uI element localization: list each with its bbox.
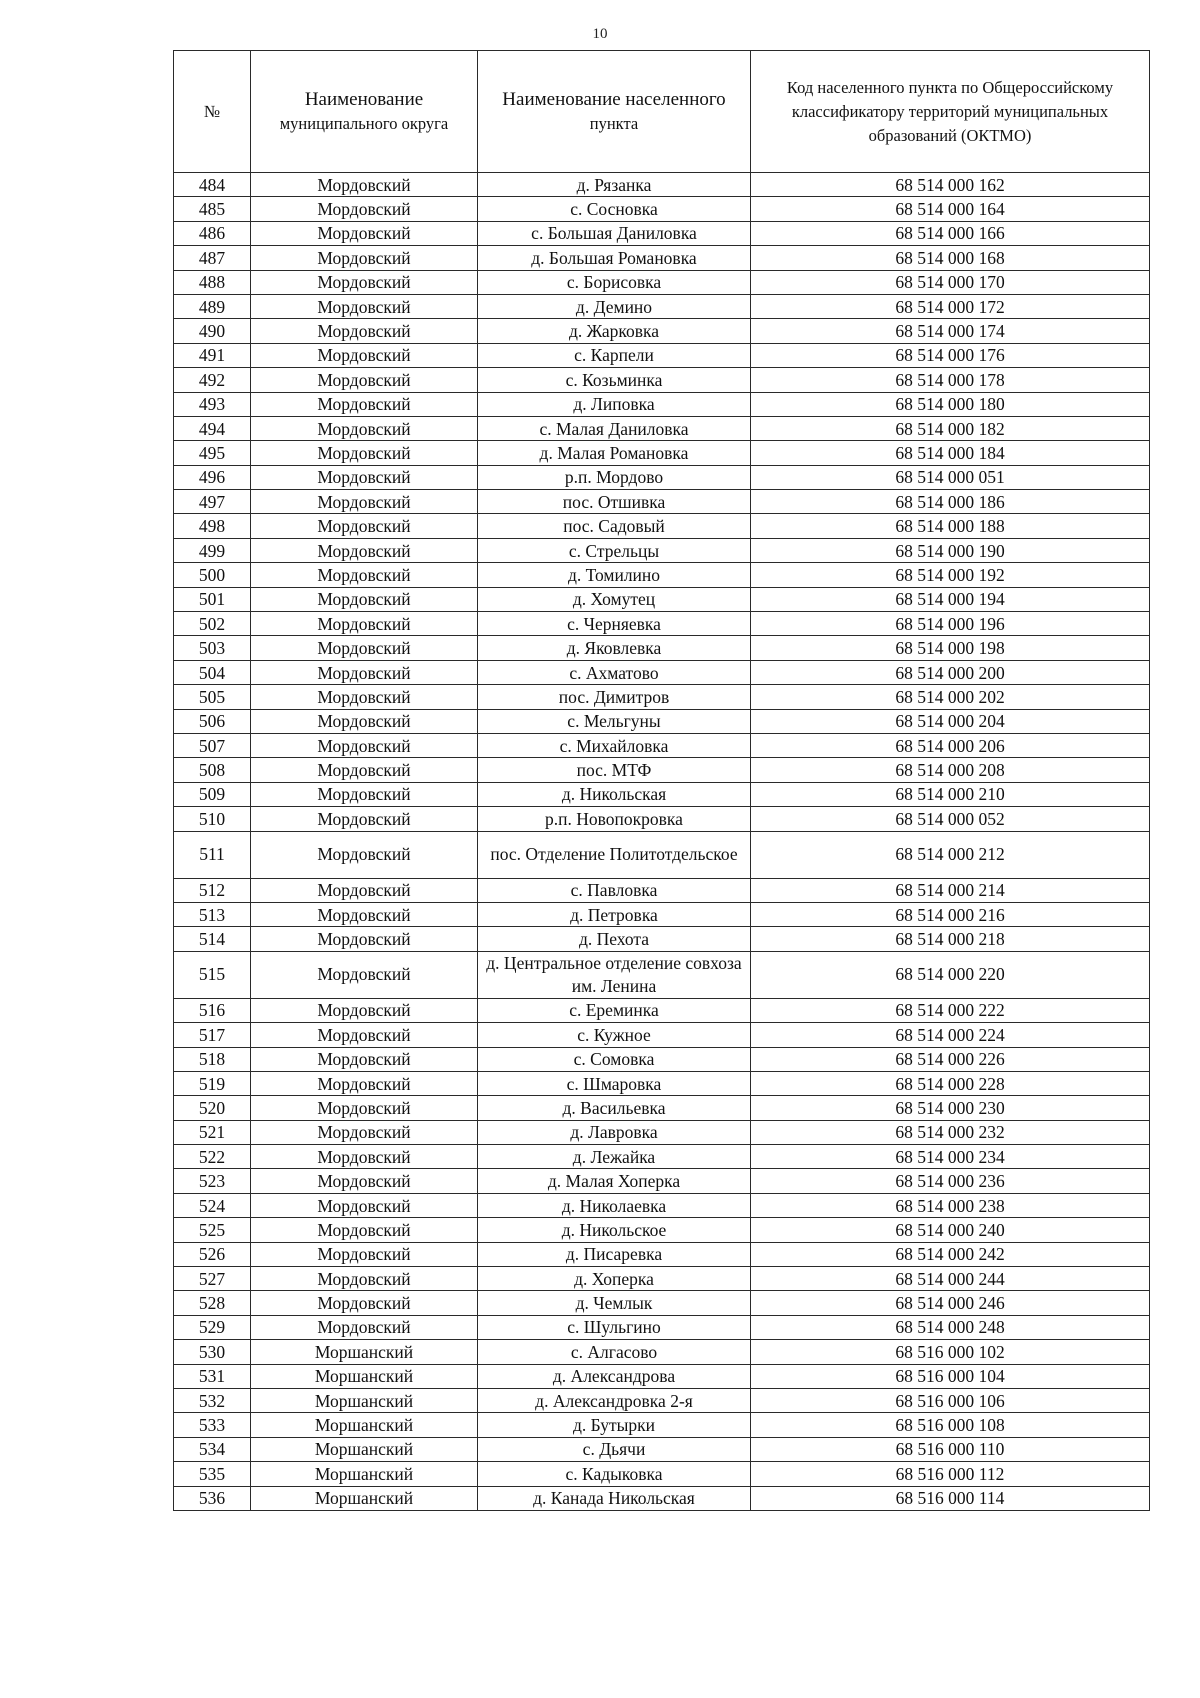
district-name-cell: Мордовский (251, 514, 478, 538)
row-number-cell: 524 (174, 1193, 251, 1217)
header-district-subtitle: муниципального округа (279, 113, 449, 133)
row-number-cell: 535 (174, 1462, 251, 1486)
oktmo-code-cell: 68 514 000 216 (751, 902, 1150, 926)
district-name-cell: Мордовский (251, 1047, 478, 1071)
oktmo-code-cell: 68 514 000 184 (751, 441, 1150, 465)
oktmo-code-cell: 68 516 000 110 (751, 1437, 1150, 1461)
row-number-cell: 496 (174, 465, 251, 489)
settlement-name-cell: д. Демино (478, 294, 751, 318)
district-name-cell: Мордовский (251, 1291, 478, 1315)
row-number-cell: 509 (174, 782, 251, 806)
settlement-name-cell: д. Бутырки (478, 1413, 751, 1437)
row-number-cell: 521 (174, 1120, 251, 1144)
district-name-cell: Мордовский (251, 563, 478, 587)
district-name-cell: Мордовский (251, 709, 478, 733)
district-name-cell: Мордовский (251, 951, 478, 998)
row-number-cell: 515 (174, 951, 251, 998)
settlement-name-cell: с. Стрельцы (478, 538, 751, 562)
district-name-cell: Мордовский (251, 782, 478, 806)
oktmo-code-cell: 68 514 000 206 (751, 733, 1150, 757)
district-name-cell: Мордовский (251, 173, 478, 197)
settlement-name-cell: с. Карпели (478, 343, 751, 367)
table-row (174, 1413, 1150, 1437)
row-number-cell: 511 (174, 831, 251, 878)
settlement-name-cell: д. Александровка 2-я (478, 1388, 751, 1412)
row-number-cell: 525 (174, 1218, 251, 1242)
row-number-cell: 502 (174, 612, 251, 636)
district-name-cell: Мордовский (251, 368, 478, 392)
table-row (174, 514, 1150, 538)
district-name-cell: Мордовский (251, 246, 478, 270)
oktmo-code-cell: 68 514 000 194 (751, 587, 1150, 611)
table-row (174, 733, 1150, 757)
district-name-cell: Мордовский (251, 416, 478, 440)
district-name-cell: Мордовский (251, 441, 478, 465)
settlement-name-cell: д. Николаевка (478, 1193, 751, 1217)
header-number: № (174, 51, 251, 173)
district-name-cell: Мордовский (251, 807, 478, 831)
row-number-cell: 532 (174, 1388, 251, 1412)
row-number-cell: 489 (174, 294, 251, 318)
table-row (174, 1437, 1150, 1461)
district-name-cell: Мордовский (251, 343, 478, 367)
oktmo-table (173, 50, 1150, 1511)
oktmo-code-cell: 68 514 000 204 (751, 709, 1150, 733)
oktmo-code-cell: 68 514 000 166 (751, 221, 1150, 245)
settlement-name-cell: д. Чемлык (478, 1291, 751, 1315)
settlement-name-cell: с. Козьминка (478, 368, 751, 392)
table-row (174, 197, 1150, 221)
table-row (174, 1218, 1150, 1242)
settlement-name-cell: с. Ереминка (478, 998, 751, 1022)
oktmo-code-cell: 68 514 000 220 (751, 951, 1150, 998)
district-name-cell: Мордовский (251, 221, 478, 245)
district-name-cell: Мордовский (251, 831, 478, 878)
row-number-cell: 534 (174, 1437, 251, 1461)
row-number-cell: 506 (174, 709, 251, 733)
district-name-cell: Моршанский (251, 1364, 478, 1388)
oktmo-code-cell: 68 514 000 246 (751, 1291, 1150, 1315)
district-name-cell: Моршанский (251, 1340, 478, 1364)
oktmo-code-cell: 68 514 000 170 (751, 270, 1150, 294)
row-number-cell: 495 (174, 441, 251, 465)
district-name-cell: Мордовский (251, 1315, 478, 1339)
row-number-cell: 517 (174, 1023, 251, 1047)
district-name-cell: Мордовский (251, 465, 478, 489)
header-settlement-title: Наименование населенного (502, 88, 726, 110)
district-name-cell: Мордовский (251, 1071, 478, 1095)
settlement-name-cell: с. Шульгино (478, 1315, 751, 1339)
settlement-name-cell: д. Хомутец (478, 587, 751, 611)
oktmo-code-cell: 68 514 000 180 (751, 392, 1150, 416)
table-row (174, 1169, 1150, 1193)
settlement-name-cell: д. Писаревка (478, 1242, 751, 1266)
table-row (174, 343, 1150, 367)
row-number-cell: 494 (174, 416, 251, 440)
row-number-cell: 487 (174, 246, 251, 270)
table-row (174, 709, 1150, 733)
settlement-name-cell: д. Малая Романовка (478, 441, 751, 465)
table-row (174, 563, 1150, 587)
district-name-cell: Мордовский (251, 587, 478, 611)
settlement-name-cell: д. Центральное отделение совхоза им. Ленина (478, 951, 751, 998)
row-number-cell: 514 (174, 927, 251, 951)
settlement-name-cell: д. Липовка (478, 392, 751, 416)
settlement-name-cell: с. Шмаровка (478, 1071, 751, 1095)
oktmo-code-cell: 68 514 000 198 (751, 636, 1150, 660)
settlement-name-cell: пос. Отделение Политотдельское (478, 831, 751, 878)
district-name-cell: Мордовский (251, 197, 478, 221)
table-row (174, 1291, 1150, 1315)
row-number-cell: 490 (174, 319, 251, 343)
oktmo-code-cell: 68 514 000 248 (751, 1315, 1150, 1339)
table-row (174, 392, 1150, 416)
table-row (174, 173, 1150, 197)
header-oktmo-code: Код населенного пункта по Общероссийскому классификатору территорий муниципальных образований (ОКТМО) (751, 51, 1150, 173)
row-number-cell: 529 (174, 1315, 251, 1339)
settlement-name-cell: д. Большая Романовка (478, 246, 751, 270)
settlement-name-cell: с. Ахматово (478, 660, 751, 684)
oktmo-code-cell: 68 514 000 162 (751, 173, 1150, 197)
settlement-name-cell: с. Алгасово (478, 1340, 751, 1364)
table-row (174, 1267, 1150, 1291)
table-row (174, 902, 1150, 926)
district-name-cell: Моршанский (251, 1486, 478, 1510)
row-number-cell: 531 (174, 1364, 251, 1388)
settlement-name-cell: д. Малая Хоперка (478, 1169, 751, 1193)
settlement-name-cell: с. Павловка (478, 878, 751, 902)
district-name-cell: Мордовский (251, 1096, 478, 1120)
district-name-cell: Мордовский (251, 1267, 478, 1291)
settlement-name-cell: с. Сосновка (478, 197, 751, 221)
oktmo-code-cell: 68 514 000 176 (751, 343, 1150, 367)
oktmo-code-cell: 68 516 000 102 (751, 1340, 1150, 1364)
oktmo-code-cell: 68 514 000 174 (751, 319, 1150, 343)
oktmo-code-cell: 68 514 000 051 (751, 465, 1150, 489)
table-row (174, 587, 1150, 611)
oktmo-code-cell: 68 514 000 186 (751, 490, 1150, 514)
settlement-name-cell: д. Томилино (478, 563, 751, 587)
district-name-cell: Мордовский (251, 1169, 478, 1193)
row-number-cell: 518 (174, 1047, 251, 1071)
table-row (174, 807, 1150, 831)
district-name-cell: Мордовский (251, 392, 478, 416)
settlement-name-cell: д. Пехота (478, 927, 751, 951)
table-row (174, 758, 1150, 782)
oktmo-code-cell: 68 516 000 112 (751, 1462, 1150, 1486)
row-number-cell: 536 (174, 1486, 251, 1510)
table-body (174, 173, 1150, 1511)
row-number-cell: 507 (174, 733, 251, 757)
district-name-cell: Мордовский (251, 612, 478, 636)
row-number-cell: 497 (174, 490, 251, 514)
settlement-name-cell: с. Мельгуны (478, 709, 751, 733)
district-name-cell: Мордовский (251, 927, 478, 951)
table-row (174, 782, 1150, 806)
row-number-cell: 522 (174, 1145, 251, 1169)
row-number-cell: 523 (174, 1169, 251, 1193)
row-number-cell: 526 (174, 1242, 251, 1266)
settlement-name-cell: д. Жарковка (478, 319, 751, 343)
district-name-cell: Мордовский (251, 758, 478, 782)
district-name-cell: Моршанский (251, 1462, 478, 1486)
table-row (174, 1023, 1150, 1047)
settlement-name-cell: д. Васильевка (478, 1096, 751, 1120)
table-row (174, 1242, 1150, 1266)
table-row (174, 221, 1150, 245)
table-row (174, 1340, 1150, 1364)
row-number-cell: 486 (174, 221, 251, 245)
district-name-cell: Мордовский (251, 294, 478, 318)
district-name-cell: Моршанский (251, 1413, 478, 1437)
table-row (174, 1315, 1150, 1339)
table-row (174, 1462, 1150, 1486)
settlement-name-cell: с. Большая Даниловка (478, 221, 751, 245)
oktmo-code-cell: 68 514 000 222 (751, 998, 1150, 1022)
settlement-name-cell: с. Борисовка (478, 270, 751, 294)
oktmo-code-cell: 68 516 000 108 (751, 1413, 1150, 1437)
district-name-cell: Мордовский (251, 270, 478, 294)
table-row (174, 416, 1150, 440)
district-name-cell: Мордовский (251, 538, 478, 562)
settlement-name-cell: с. Малая Даниловка (478, 416, 751, 440)
page-number: 10 (592, 26, 608, 42)
row-number-cell: 493 (174, 392, 251, 416)
oktmo-code-cell: 68 514 000 052 (751, 807, 1150, 831)
table-row (174, 1193, 1150, 1217)
table-row (174, 831, 1150, 878)
table-row (174, 1364, 1150, 1388)
oktmo-code-cell: 68 514 000 210 (751, 782, 1150, 806)
table-row (174, 294, 1150, 318)
oktmo-code-cell: 68 514 000 200 (751, 660, 1150, 684)
row-number-cell: 484 (174, 173, 251, 197)
district-name-cell: Мордовский (251, 490, 478, 514)
oktmo-code-cell: 68 514 000 224 (751, 1023, 1150, 1047)
row-number-cell: 505 (174, 685, 251, 709)
table-row (174, 246, 1150, 270)
oktmo-code-cell: 68 514 000 244 (751, 1267, 1150, 1291)
table-row (174, 1145, 1150, 1169)
row-number-cell: 530 (174, 1340, 251, 1364)
row-number-cell: 527 (174, 1267, 251, 1291)
settlement-name-cell: с. Кадыковка (478, 1462, 751, 1486)
header-district-title: Наименование (304, 88, 424, 110)
district-name-cell: Моршанский (251, 1388, 478, 1412)
table-header (174, 51, 1150, 173)
settlement-name-cell: р.п. Новопокровка (478, 807, 751, 831)
oktmo-code-cell: 68 514 000 230 (751, 1096, 1150, 1120)
row-number-cell: 504 (174, 660, 251, 684)
oktmo-code-cell: 68 514 000 172 (751, 294, 1150, 318)
oktmo-code-cell: 68 514 000 182 (751, 416, 1150, 440)
oktmo-code-cell: 68 514 000 192 (751, 563, 1150, 587)
oktmo-code-cell: 68 514 000 202 (751, 685, 1150, 709)
table-row (174, 951, 1150, 998)
row-number-cell: 512 (174, 878, 251, 902)
district-name-cell: Мордовский (251, 1145, 478, 1169)
row-number-cell: 503 (174, 636, 251, 660)
table-row (174, 927, 1150, 951)
oktmo-code-cell: 68 514 000 236 (751, 1169, 1150, 1193)
settlement-name-cell: д. Александрова (478, 1364, 751, 1388)
row-number-cell: 500 (174, 563, 251, 587)
oktmo-code-cell: 68 514 000 208 (751, 758, 1150, 782)
row-number-cell: 499 (174, 538, 251, 562)
district-name-cell: Мордовский (251, 1242, 478, 1266)
settlement-name-cell: д. Петровка (478, 902, 751, 926)
table-row (174, 368, 1150, 392)
table-row (174, 1486, 1150, 1510)
row-number-cell: 533 (174, 1413, 251, 1437)
district-name-cell: Мордовский (251, 319, 478, 343)
table-row (174, 612, 1150, 636)
table-row (174, 441, 1150, 465)
district-name-cell: Моршанский (251, 1437, 478, 1461)
oktmo-code-cell: 68 514 000 242 (751, 1242, 1150, 1266)
row-number-cell: 520 (174, 1096, 251, 1120)
oktmo-code-cell: 68 514 000 234 (751, 1145, 1150, 1169)
district-name-cell: Мордовский (251, 1218, 478, 1242)
district-name-cell: Мордовский (251, 878, 478, 902)
oktmo-code-cell: 68 514 000 232 (751, 1120, 1150, 1144)
oktmo-code-cell: 68 514 000 214 (751, 878, 1150, 902)
row-number-cell: 516 (174, 998, 251, 1022)
oktmo-code-cell: 68 514 000 190 (751, 538, 1150, 562)
table-row (174, 319, 1150, 343)
table-row (174, 1120, 1150, 1144)
row-number-cell: 501 (174, 587, 251, 611)
settlement-name-cell: д. Хоперка (478, 1267, 751, 1291)
table-row (174, 1047, 1150, 1071)
district-name-cell: Мордовский (251, 1120, 478, 1144)
oktmo-code-cell: 68 516 000 114 (751, 1486, 1150, 1510)
oktmo-code-cell: 68 516 000 104 (751, 1364, 1150, 1388)
settlement-name-cell: д. Рязанка (478, 173, 751, 197)
settlement-name-cell: с. Кужное (478, 1023, 751, 1047)
table-row (174, 685, 1150, 709)
district-name-cell: Мордовский (251, 636, 478, 660)
settlement-name-cell: д. Канада Никольская (478, 1486, 751, 1510)
row-number-cell: 510 (174, 807, 251, 831)
table-row (174, 1388, 1150, 1412)
settlement-name-cell: пос. МТФ (478, 758, 751, 782)
oktmo-code-cell: 68 514 000 228 (751, 1071, 1150, 1095)
row-number-cell: 492 (174, 368, 251, 392)
district-name-cell: Мордовский (251, 1193, 478, 1217)
table-row (174, 1071, 1150, 1095)
settlement-name-cell: с. Сомовка (478, 1047, 751, 1071)
district-name-cell: Мордовский (251, 685, 478, 709)
settlement-name-cell: пос. Димитров (478, 685, 751, 709)
settlement-name-cell: р.п. Мордово (478, 465, 751, 489)
table-row (174, 490, 1150, 514)
oktmo-code-cell: 68 514 000 218 (751, 927, 1150, 951)
header-district (251, 51, 478, 173)
oktmo-code-cell: 68 514 000 238 (751, 1193, 1150, 1217)
district-name-cell: Мордовский (251, 1023, 478, 1047)
row-number-cell: 519 (174, 1071, 251, 1095)
row-number-cell: 491 (174, 343, 251, 367)
settlement-name-cell: д. Никольская (478, 782, 751, 806)
district-name-cell: Мордовский (251, 998, 478, 1022)
header-settlement-subtitle: пункта (589, 113, 639, 133)
row-number-cell: 488 (174, 270, 251, 294)
table-row (174, 270, 1150, 294)
row-number-cell: 513 (174, 902, 251, 926)
oktmo-code-cell: 68 514 000 164 (751, 197, 1150, 221)
settlement-name-cell: пос. Отшивка (478, 490, 751, 514)
oktmo-code-cell: 68 514 000 240 (751, 1218, 1150, 1242)
settlement-name-cell: с. Дьячи (478, 1437, 751, 1461)
district-name-cell: Мордовский (251, 733, 478, 757)
district-name-cell: Мордовский (251, 902, 478, 926)
oktmo-code-cell: 68 514 000 188 (751, 514, 1150, 538)
table-row (174, 660, 1150, 684)
header-row (174, 51, 1150, 173)
table-row (174, 878, 1150, 902)
table-row (174, 1096, 1150, 1120)
oktmo-code-cell: 68 516 000 106 (751, 1388, 1150, 1412)
oktmo-code-cell: 68 514 000 196 (751, 612, 1150, 636)
table-row (174, 538, 1150, 562)
row-number-cell: 498 (174, 514, 251, 538)
settlement-name-cell: д. Никольское (478, 1218, 751, 1242)
row-number-cell: 508 (174, 758, 251, 782)
table-row (174, 998, 1150, 1022)
settlement-name-cell: д. Лавровка (478, 1120, 751, 1144)
oktmo-code-cell: 68 514 000 212 (751, 831, 1150, 878)
oktmo-code-cell: 68 514 000 226 (751, 1047, 1150, 1071)
row-number-cell: 528 (174, 1291, 251, 1315)
header-settlement (478, 51, 751, 173)
table-row (174, 465, 1150, 489)
settlement-name-cell: д. Яковлевка (478, 636, 751, 660)
oktmo-code-cell: 68 514 000 178 (751, 368, 1150, 392)
row-number-cell: 485 (174, 197, 251, 221)
settlement-name-cell: пос. Садовый (478, 514, 751, 538)
settlement-name-cell: д. Лежайка (478, 1145, 751, 1169)
settlement-name-cell: с. Черняевка (478, 612, 751, 636)
table-row (174, 636, 1150, 660)
oktmo-code-cell: 68 514 000 168 (751, 246, 1150, 270)
district-name-cell: Мордовский (251, 660, 478, 684)
settlement-name-cell: с. Михайловка (478, 733, 751, 757)
